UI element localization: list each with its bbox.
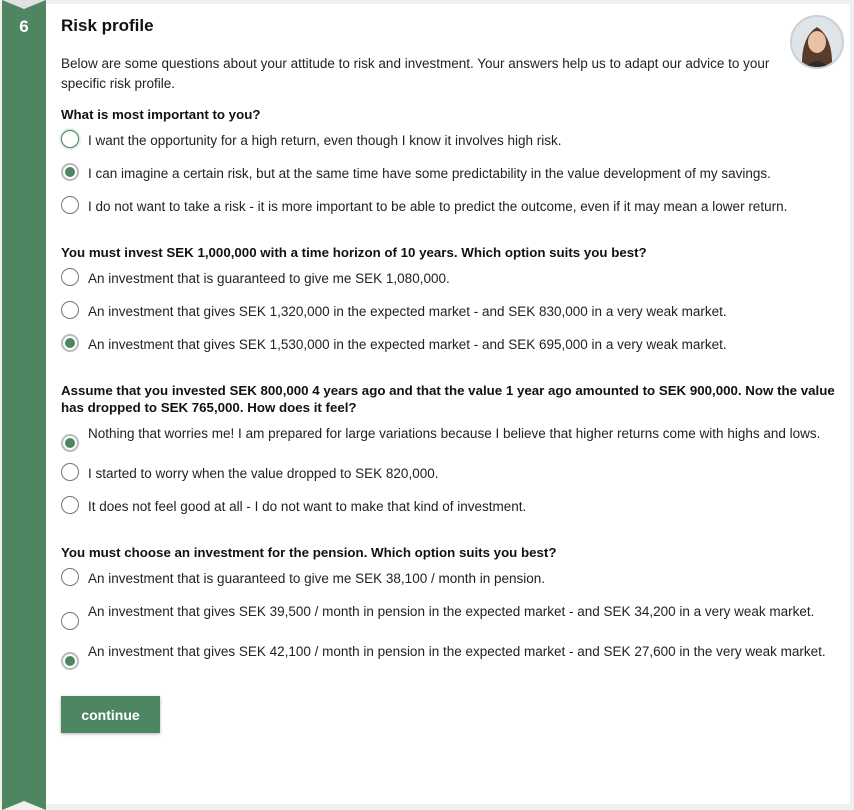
risk-profile-card — [46, 4, 850, 804]
question-heading: Assume that you invested SEK 800,000 4 years ago and that the value 1 year ago amounted to SEK 900,000. Now the value has dropped to SEK 765,000. How does it feel? — [61, 383, 835, 415]
radio-checked-icon[interactable] — [61, 652, 79, 670]
radio-checked-icon[interactable] — [61, 163, 79, 181]
radio-checked-icon[interactable] — [61, 334, 79, 352]
radio-option[interactable] — [61, 567, 836, 590]
radio-option[interactable] — [61, 600, 836, 630]
intro-text: Below are some questions about your attitude to risk and investment. Your answers help us to adapt our advice to your specific risk profile. — [61, 56, 770, 91]
radio-option-label: Nothing that worries me! I am prepared for large variations because I believe that higher returns come with highs and lows. — [88, 426, 821, 441]
radio-unchecked-icon[interactable] — [61, 463, 79, 481]
radio-option[interactable] — [61, 422, 836, 452]
radio-unchecked-icon[interactable] — [61, 568, 79, 586]
radio-option-label: An investment that is guaranteed to give me SEK 38,100 / month in pension. — [88, 571, 546, 586]
radio-option[interactable] — [61, 300, 836, 323]
radio-option-label: I do not want to take a risk - it is more important to be able to predict the outcome, even if it may mean a lower return. — [88, 199, 788, 214]
radio-option[interactable] — [61, 129, 836, 152]
radio-unchecked-icon[interactable] — [61, 196, 79, 214]
radio-option-label: I started to worry when the value dropped to SEK 820,000. — [88, 466, 439, 481]
radio-option-label: An investment that gives SEK 1,320,000 in the expected market - and SEK 830,000 in a very weak market. — [88, 304, 727, 319]
radio-option-label: An investment that is guaranteed to give me SEK 1,080,000. — [88, 271, 450, 286]
radio-option[interactable] — [61, 162, 836, 185]
radio-option[interactable] — [61, 495, 836, 518]
step-number: 6 — [19, 17, 29, 36]
radio-option-label: I can imagine a certain risk, but at the same time have some predictability in the value development of my savings. — [88, 166, 771, 181]
radio-unchecked-icon[interactable] — [61, 268, 79, 286]
question-heading: You must choose an investment for the pension. Which option suits you best? — [61, 545, 557, 560]
radio-option-label: An investment that gives SEK 39,500 / month in pension in the expected market - and SEK 34,200 in a very weak market. — [88, 604, 815, 619]
radio-option[interactable] — [61, 640, 836, 670]
page-title: Risk profile — [61, 16, 154, 35]
radio-option-label: An investment that gives SEK 1,530,000 in the expected market - and SEK 695,000 in a very weak market. — [88, 337, 727, 352]
radio-option[interactable] — [61, 333, 836, 356]
radio-option-label: An investment that gives SEK 42,100 / month in pension in the expected market - and SEK 27,600 in the very weak market. — [88, 644, 826, 659]
step-rail — [2, 0, 46, 810]
radio-unchecked-icon[interactable] — [61, 496, 79, 514]
radio-option[interactable] — [61, 195, 836, 218]
question-heading: You must invest SEK 1,000,000 with a time horizon of 10 years. Which option suits you best? — [61, 245, 647, 260]
radio-option-label: It does not feel good at all - I do not want to make that kind of investment. — [88, 499, 527, 514]
continue-button[interactable]: continue — [61, 696, 160, 733]
radio-option[interactable] — [61, 267, 836, 290]
question-heading: What is most important to you? — [61, 107, 261, 122]
radio-option[interactable] — [61, 462, 836, 485]
spacer — [61, 218, 836, 232]
spacer — [61, 356, 836, 370]
radio-unchecked-icon[interactable] — [61, 130, 79, 148]
radio-option-label: I want the opportunity for a high return, even though I know it involves high risk. — [88, 133, 562, 148]
radio-checked-icon[interactable] — [61, 434, 79, 452]
radio-unchecked-icon[interactable] — [61, 612, 79, 630]
radio-unchecked-icon[interactable] — [61, 301, 79, 319]
spacer — [61, 518, 836, 532]
